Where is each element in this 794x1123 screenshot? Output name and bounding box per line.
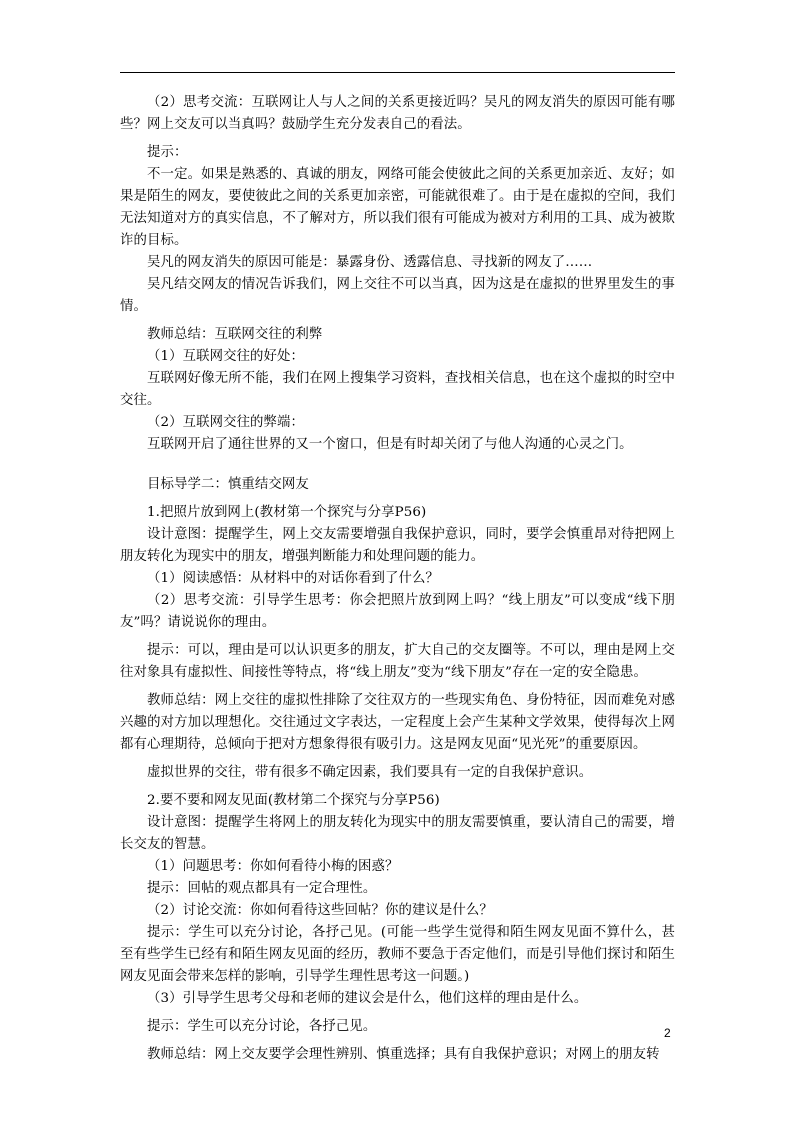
page-number: 2 bbox=[664, 1026, 671, 1040]
paragraph: 虚拟世界的交往，带有很多不确定因素，我们要具有一定的自我保护意识。 bbox=[147, 765, 593, 780]
paragraph: 提示：学生可以充分讨论，各抒己见。(可能一些学生觉得和陌生网友见面不算什么，甚至有些学生已经有和陌生网友见面的经历，教师不要急于否定他们，而是引导他们探讨和陌生网友见面会带来怎样的影响，引导学生理性思考这一问题。) bbox=[120, 925, 675, 984]
section-heading: 目标导学二：慎重结交网友 bbox=[147, 477, 309, 492]
paragraph: 提示：回帖的观点都具有一定合理性。 bbox=[147, 881, 377, 896]
paragraph: 教师总结：互联网交往的利弊 bbox=[147, 327, 323, 342]
paragraph: 互联网好像无所不能，我们在网上搜集学习资料，查找相关信息，也在这个虚拟的时空中交往。 bbox=[120, 371, 675, 408]
subsection-heading: 1.把照片放到网上(教材第一个探究与分享P56) bbox=[147, 505, 427, 520]
paragraph: （1）阅读感悟：从材料中的对话你看到了什么？ bbox=[147, 571, 439, 586]
paragraph: 提示：可以，理由是可以认识更多的朋友，扩大自己的交友圈等。不可以，理由是网上交往对象具有虚拟性、间接性等特点，将“线上朋友”变为“线下朋友”存在一定的安全隐患。 bbox=[120, 643, 675, 680]
paragraph: 吴凡的网友消失的原因可能是：暴露身份、透露信息、寻找新的网友了…… bbox=[147, 255, 593, 270]
paragraph: 不一定。如果是熟悉的、真诚的朋友，网络可能会使彼此之间的关系更加亲近、友好；如果是陌生的网友，要使彼此之间的关系更加亲密，可能就很难了。由于是在虚拟的空间，我们无法知道对方的真实信息，不了解对方，所以我们很有可能成为被对方利用的工具、成为被欺诈的目标。 bbox=[120, 167, 675, 248]
document-body bbox=[120, 92, 675, 1066]
paragraph: 提示： bbox=[147, 145, 188, 160]
paragraph: （2）思考交流：引导学生思考：你会把照片放到网上吗？“线上朋友”可以变成“线下朋友”吗？请说说你的理由。 bbox=[120, 593, 675, 630]
paragraph: 互联网开启了通往世界的又一个窗口，但是有时却关闭了与他人沟通的心灵之门。 bbox=[147, 437, 633, 452]
header-rule bbox=[120, 72, 675, 73]
paragraph: （2）互联网交往的弊端： bbox=[147, 415, 305, 430]
paragraph: （3）引导学生思考父母和老师的建议会是什么，他们这样的理由是什么。 bbox=[147, 991, 588, 1006]
paragraph: 吴凡结交网友的情况告诉我们，网上交往不可以当真，因为这是在虚拟的世界里发生的事情。 bbox=[120, 277, 675, 314]
paragraph: 教师总结：网上交友要学会理性辨别、慎重选择；具有自我保护意识；对网上的朋友转 bbox=[147, 1047, 660, 1062]
paragraph: 提示：学生可以充分讨论，各抒己见。 bbox=[147, 1019, 377, 1034]
paragraph: （1）问题思考：你如何看待小梅的困惑？ bbox=[147, 859, 399, 874]
paragraph: （1）互联网交往的好处： bbox=[147, 349, 305, 364]
paragraph: 教师总结：网上交往的虚拟性排除了交往双方的一些现实角色、身份特征，因而难免对感兴趣的对方加以理想化。交往通过文字表达，一定程度上会产生某种文学效果，使得每次上网都有心理期待，总倾向于把对方想象得很有吸引力。这是网友见面“见光死”的重要原因。 bbox=[120, 693, 675, 752]
paragraph: 设计意图：提醒学生将网上的朋友转化为现实中的朋友需要慎重，要认清自己的需要，增长交友的智慧。 bbox=[120, 815, 675, 852]
paragraph: （2）思考交流：互联网让人与人之间的关系更接近吗？吴凡的网友消失的原因可能有哪些？网上交友可以当真吗？鼓励学生充分发表自己的看法。 bbox=[120, 95, 675, 132]
subsection-heading: 2.要不要和网友见面(教材第二个探究与分享P56) bbox=[147, 793, 440, 808]
paragraph: （2）讨论交流：你如何看待这些回帖？你的建议是什么？ bbox=[147, 903, 493, 918]
paragraph: 设计意图：提醒学生，网上交友需要增强自我保护意识，同时，要学会慎重昂对待把网上朋友转化为现实中的朋友，增强判断能力和处理问题的能力。 bbox=[120, 527, 675, 564]
